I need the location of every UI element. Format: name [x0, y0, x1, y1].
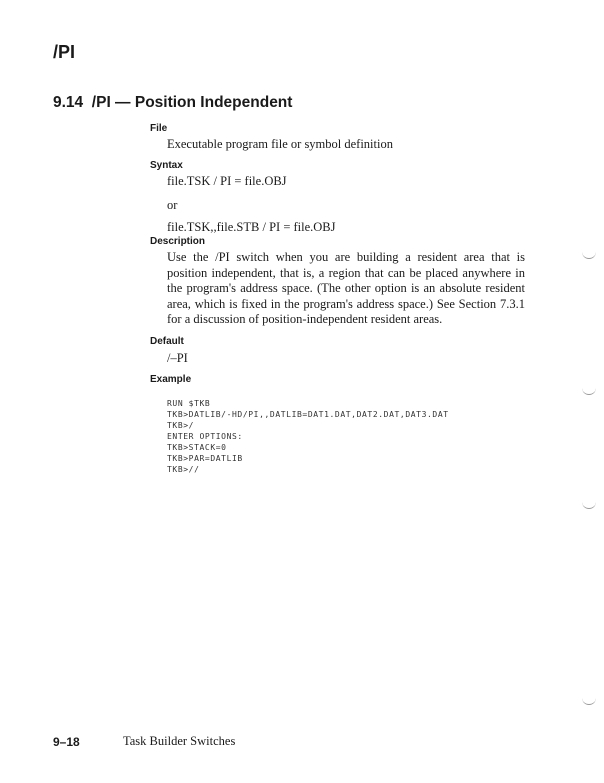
- section-title: /PI — Position Independent: [91, 94, 293, 111]
- description-label: Description: [150, 236, 206, 247]
- binding-mark: [582, 698, 596, 705]
- binding-mark: [582, 252, 596, 259]
- code-line: TKB>PAR=DATLIB: [167, 454, 243, 463]
- section-number: 9.14: [53, 94, 84, 111]
- code-line: TKB>/: [167, 421, 195, 430]
- default-value: /–PI: [167, 351, 188, 365]
- code-line: TKB>//: [167, 465, 200, 474]
- file-label: File: [150, 123, 168, 134]
- code-line: TKB>DATLIB/-HD/PI,,DATLIB=DAT1.DAT,DAT2.DAT,DAT3.DAT: [167, 410, 449, 419]
- binding-mark: [582, 388, 596, 395]
- syntax-label: Syntax: [150, 160, 183, 171]
- example-code: [167, 398, 449, 475]
- default-label: Default: [150, 336, 184, 347]
- footer-title: Task Builder Switches: [123, 734, 236, 748]
- code-line: RUN $TKB: [167, 399, 211, 408]
- page-number: 9–18: [53, 735, 80, 749]
- file-text: Executable program file or symbol definition: [167, 137, 393, 151]
- syntax-line-1: file.TSK / PI = file.OBJ: [167, 174, 287, 188]
- code-line: ENTER OPTIONS:: [167, 432, 243, 441]
- syntax-line-2: file.TSK,,file.STB / PI = file.OBJ: [167, 220, 336, 234]
- section-heading: [53, 94, 292, 112]
- description-text: Use the /PI switch when you are building a resident area that is position independent, that is, a region that can be placed anywhere in the program's address space. (The other option is an absolute resident area, which is fixed in the program's address space.) See Section 7.3.1 for a discussion of position-independent resident areas.: [167, 250, 525, 326]
- binding-mark: [582, 502, 596, 509]
- syntax-or: or: [167, 198, 178, 212]
- example-label: Example: [150, 374, 192, 385]
- code-line: TKB>STACK=0: [167, 443, 227, 452]
- running-head: /PI: [53, 42, 76, 62]
